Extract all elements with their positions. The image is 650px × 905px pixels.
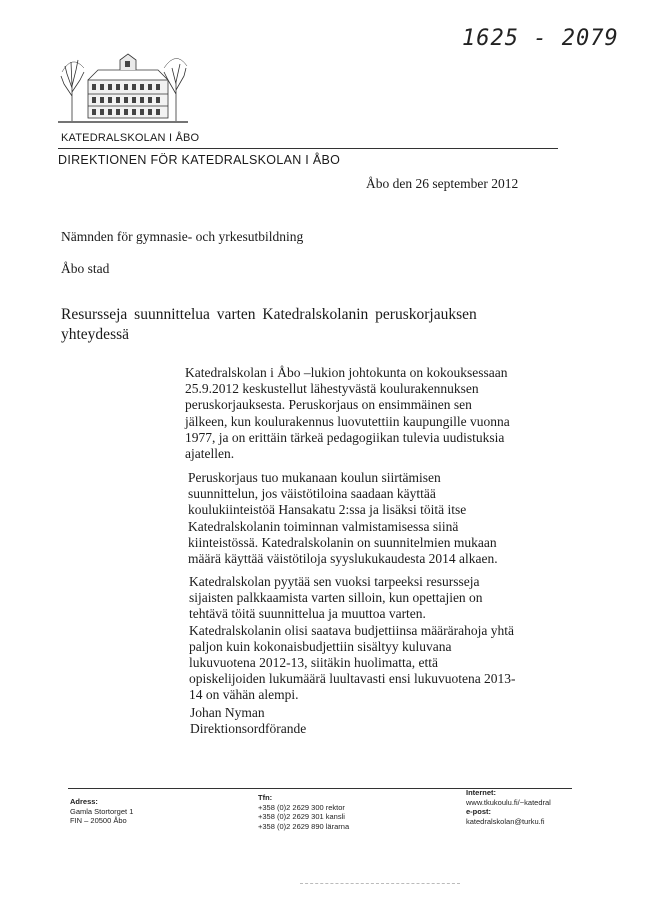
recipient-line-1: Nämnden för gymnasie- och yrkesutbildning	[61, 229, 304, 244]
text-line: Katedralskolan pyytää sen vuoksi tarpeeksi resursseja	[189, 574, 480, 589]
text-line: Katedralskolan i Åbo –lukion johtokunta on kokouksessaan	[185, 365, 508, 380]
internet-label: Internet:	[466, 788, 496, 797]
paragraph-3	[189, 574, 589, 704]
text-line: kiinteistössä. Katedralskolanin on suunnitelmien mukaan	[188, 534, 497, 550]
text-line: peruskorjauksesta. Peruskorjaus on ensimmäinen sen	[185, 397, 472, 413]
signature-name: Johan Nyman	[190, 705, 265, 720]
phone-line: +358 (0)2 2629 890 lärarna	[258, 821, 350, 831]
address-label: Adress:	[70, 797, 98, 806]
text-line: opiskelijoiden lukumäärä luultavasti ensi lukuvuotena 2013-	[189, 671, 516, 687]
text-line: ajatellen.	[185, 446, 235, 462]
text-line: paljon kuin kokonaisbudjettiin sisältyy kuluvana	[189, 638, 452, 654]
date-line: Åbo den 26 september 2012	[366, 176, 519, 191]
address-line-1: Gamla Stortorget 1	[70, 806, 134, 816]
text-line: sijaisten palkkaamista varten silloin, kun opettajien on	[189, 590, 483, 606]
text-line: jälkeen, kun koulurakennus luovutettiin kaupungille vuonna	[185, 413, 510, 429]
handwritten-note: 1625 - 2079	[462, 26, 619, 51]
website-link: www.tkukoulu.fi/~katedral	[466, 797, 551, 807]
letterhead-divider	[58, 148, 558, 149]
board-name: DIREKTIONEN FÖR KATEDRALSKOLAN I ÅBO	[58, 153, 341, 167]
text-line: Peruskorjaus tuo mukanaan koulun siirtämisen	[188, 470, 441, 485]
signature-title: Direktionsordförande	[190, 721, 307, 736]
subject-line-2: yhteydessä	[61, 326, 130, 343]
text-line: lukuvuotena 2012-13, siitäkin huolimatta, että	[189, 655, 438, 671]
text-line: 25.9.2012 keskustellut lähestyvästä koulurakennuksen	[185, 381, 479, 397]
text-line: määrä käyttää väistötiloja syyslukukaudesta 2014 alkaen.	[188, 551, 498, 567]
subject-line-1: Resursseja suunnittelua varten Katedralskolanin peruskorjauksen	[61, 306, 477, 323]
school-building-logo	[58, 46, 188, 124]
school-name: KATEDRALSKOLAN I ÅBO	[61, 132, 200, 144]
scan-artifact	[300, 883, 460, 884]
address-line-2: FIN – 20500 Åbo	[70, 816, 127, 825]
text-line: suunnittelun, jos väistötiloina saadaan käyttää	[188, 486, 436, 502]
text-line: koulukiinteistöä Hansakatu 2:ssa ja lisäksi töitä itse	[188, 502, 467, 518]
paragraph-2	[188, 470, 588, 567]
email-address: katedralskolan@turku.fi	[466, 816, 545, 826]
footer-phone	[258, 793, 349, 831]
footer-internet	[466, 788, 551, 826]
recipient-line-2: Åbo stad	[61, 261, 110, 276]
text-line: Katedralskolanin olisi saatava budjettiinsa määrärahoja yhtä	[189, 622, 515, 638]
phone-label: Tfn:	[258, 793, 273, 802]
text-line: 1977, ja on erittäin tärkeä pedagogiikan tulevia uudistuksia	[185, 429, 505, 445]
text-line: 14 on vähän alempi.	[189, 687, 299, 703]
text-line: Katedralskolanin toiminnan valmistamisessa siinä	[188, 518, 459, 534]
text-line: tehtävä töitä suunnittelua ja muuttoa varten.	[189, 606, 426, 622]
paragraph-1	[185, 365, 585, 462]
phone-line: +358 (0)2 2629 301 kansli	[258, 812, 345, 821]
email-label: e-post:	[466, 807, 491, 816]
phone-line: +358 (0)2 2629 300 rektor	[258, 802, 345, 812]
footer-address	[70, 797, 133, 826]
